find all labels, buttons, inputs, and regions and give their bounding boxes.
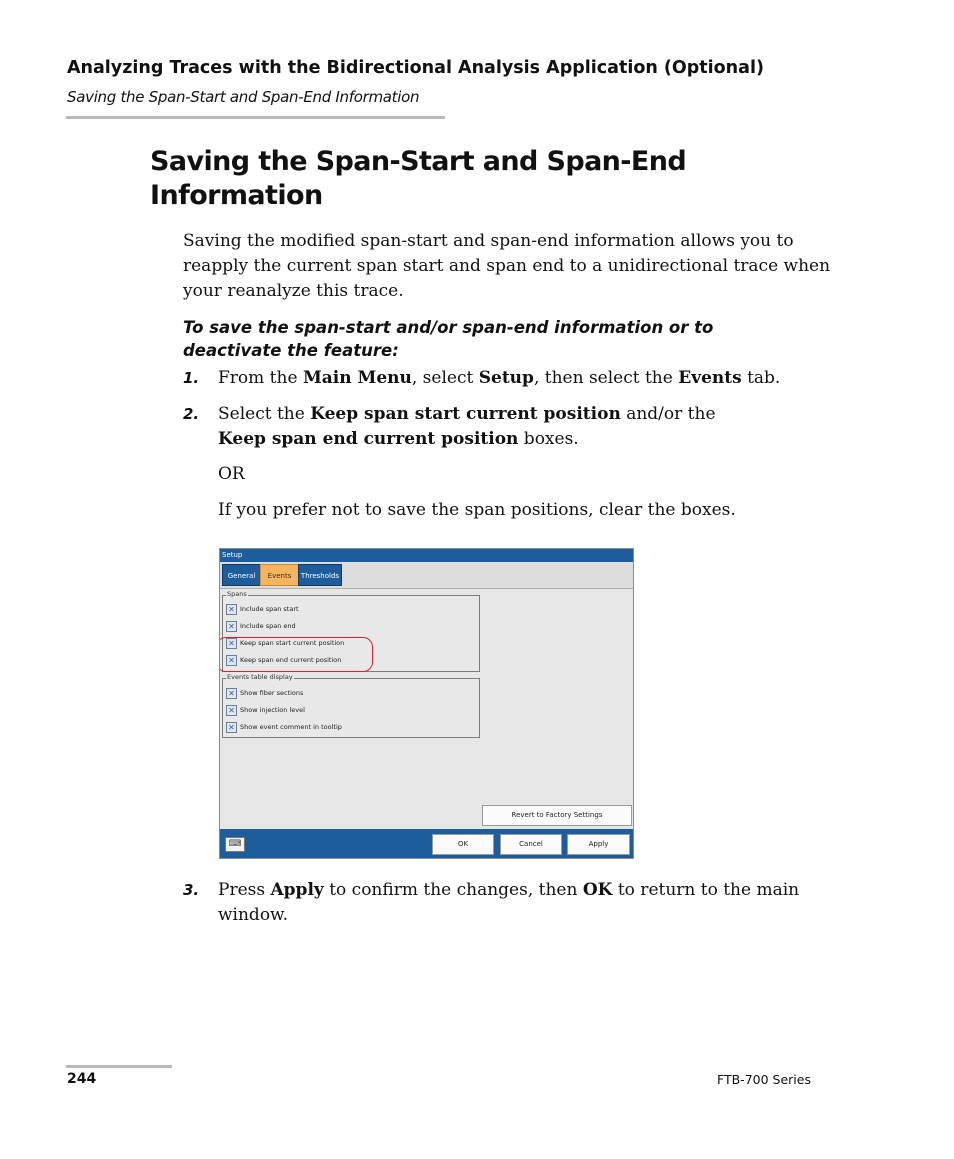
setup-window-screenshot [219,548,634,859]
checkbox-checked-icon: ✕ [226,638,237,649]
checkbox-checked-icon: ✕ [226,604,237,615]
show-injection-level-checkbox[interactable]: ✕ Show injection level [226,704,305,717]
keyboard-icon[interactable]: ⌨ [225,837,245,852]
spans-group-legend: Spans [227,590,247,598]
page-title-line-1: Saving the Span-Start and Span-End [150,146,687,177]
step-3-number: 3. [183,881,200,899]
events-table-display-group [222,673,480,738]
page-title-line-2: Information [150,180,323,211]
setup-tab-bar [220,562,633,589]
ok-button[interactable]: OK [432,834,494,855]
show-event-comment-checkbox[interactable]: ✕ Show event comment in tooltip [226,721,342,734]
setup-window-title: Setup [220,549,633,562]
tab-events[interactable]: Events [260,564,299,586]
checkbox-checked-icon: ✕ [226,722,237,733]
step-2-text: Select the Keep span start current position and/or the Keep span end current position boxes. [218,404,716,449]
step-1-text: From the Main Menu, select Setup, then select the Events tab. [218,368,781,388]
setup-bottom-bar [220,829,633,859]
include-span-start-checkbox[interactable]: ✕ Include span start [226,603,299,616]
cancel-button[interactable]: Cancel [500,834,562,855]
checkbox-checked-icon: ✕ [226,621,237,632]
checkbox-checked-icon: ✕ [226,705,237,716]
running-header-section: Saving the Span-Start and Span-End Information [67,88,420,106]
step-3-text: Press Apply to confirm the changes, then OK to return to the main window. [218,880,800,925]
intro-paragraph: Saving the modified span-start and span-end information allows you to reapply the current span start and span end to a unidirectional trace when your reanalyze this trace. [183,231,831,301]
checkbox-checked-icon: ✕ [226,655,237,666]
checkbox-checked-icon: ✕ [226,688,237,699]
show-fiber-sections-checkbox[interactable]: ✕ Show fiber sections [226,687,303,700]
product-series: FTB-700 Series [717,1072,811,1087]
header-divider [66,116,445,119]
step-2-alternative: If you prefer not to save the span positions, clear the boxes. [218,500,736,520]
tab-thresholds[interactable]: Thresholds [298,564,342,586]
footer-divider [66,1065,172,1068]
highlight-circle [219,637,373,672]
include-span-end-checkbox[interactable]: ✕ Include span end [226,620,296,633]
tab-general[interactable]: General [222,564,261,586]
step-1-number: 1. [183,369,200,387]
procedure-title: To save the span-start and/or span-end information or to deactivate the feature: [183,318,714,360]
page-number: 244 [67,1071,97,1087]
step-2-or: OR [218,464,245,484]
keep-span-end-current-position-checkbox[interactable]: ✕ Keep span end current position [226,654,341,667]
running-header-chapter: Analyzing Traces with the Bidirectional Analysis Application (Optional) [67,58,764,78]
keep-span-start-current-position-checkbox[interactable]: ✕ Keep span start current position [226,637,344,650]
revert-to-factory-settings-button[interactable]: Revert to Factory Settings [482,805,632,826]
page-title [150,145,790,213]
step-2-number: 2. [183,405,200,423]
apply-button[interactable]: Apply [567,834,630,855]
events-group-legend: Events table display [227,673,293,681]
